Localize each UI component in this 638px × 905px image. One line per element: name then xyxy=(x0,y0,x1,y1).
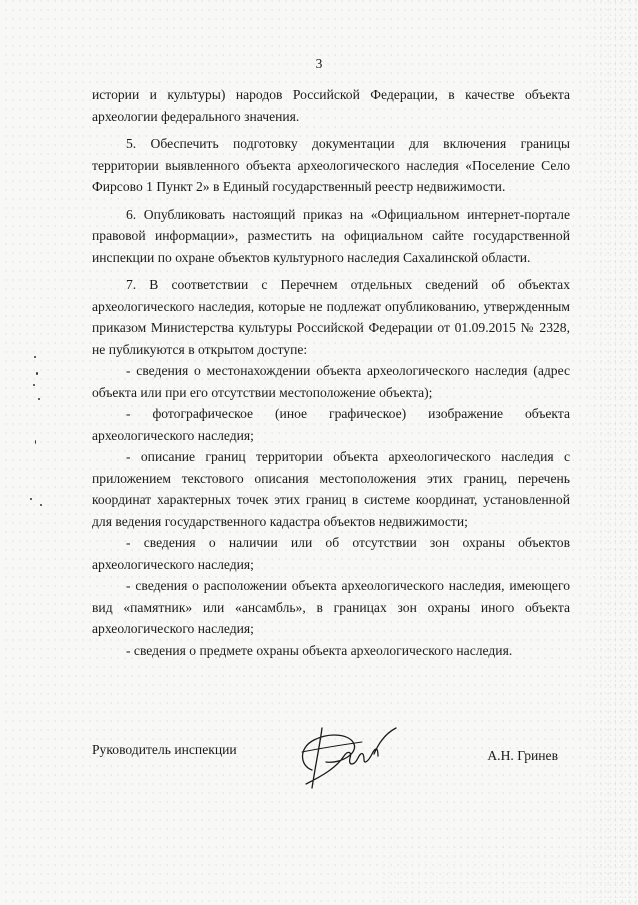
signature-block xyxy=(92,740,570,800)
page-number: 3 xyxy=(315,56,323,71)
bullet-location-in-zones: - сведения о расположении объекта археологического наследия, имеющего вид «памятник» или «ансамбль», в границах зон охраны иного объекта археологического наследия; xyxy=(92,578,570,636)
signer-name: А.Н. Гринев xyxy=(487,748,558,763)
paragraph-5: 5. Обеспечить подготовку документации для включения границы территории выявленного объекта археологического наследия «Поселение Село Фирсово 1 Пункт 2» в Единый государственный реестр недвижимости. xyxy=(92,136,570,194)
bullet-location: - сведения о местонахождении объекта археологического наследия (адрес объекта или при его отсутствии местоположение объекта); xyxy=(92,363,570,400)
bullet-photo: - фотографическое (иное графическое) изображение объекта археологического наследия; xyxy=(92,406,570,443)
paragraph-7: 7. В соответствии с Перечнем отдельных сведений об объектах археологического наследия, которые не подлежат опубликованию, утвержденным приказом Министерства культуры Российской Федерации от 01.09.2015 № 2328, не публикуются в открытом доступе: xyxy=(92,277,570,357)
paragraph-intro: истории и культуры) народов Российской Федерации, в качестве объекта археологии федерального значения. xyxy=(92,87,570,124)
document-body xyxy=(92,84,570,661)
bullet-protection-zones: - сведения о наличии или об отсутствии зон охраны объектов археологического наследия; xyxy=(92,535,570,572)
paragraph-6: 6. Опубликовать настоящий приказ на «Официальном интернет-портале правовой информации», разместить на официальном сайте государственной инспекции по охране объектов культурного наследия Сахалинской области. xyxy=(92,206,570,265)
signer-position: Руководитель инспекции xyxy=(92,742,237,757)
handwritten-signature xyxy=(292,718,402,794)
bullet-protection-subject: - сведения о предмете охраны объекта археологического наследия. xyxy=(126,642,513,658)
scan-noise-bottom xyxy=(380,785,638,905)
bullet-boundaries: - описание границ территории объекта археологического наследия с приложением текстового описания местоположения этих границ, перечень координат характерных точек этих границ в системе координат, установленной для ведения государственного кадастра объектов недвижимости; xyxy=(92,449,570,529)
scan-noise xyxy=(568,0,638,905)
